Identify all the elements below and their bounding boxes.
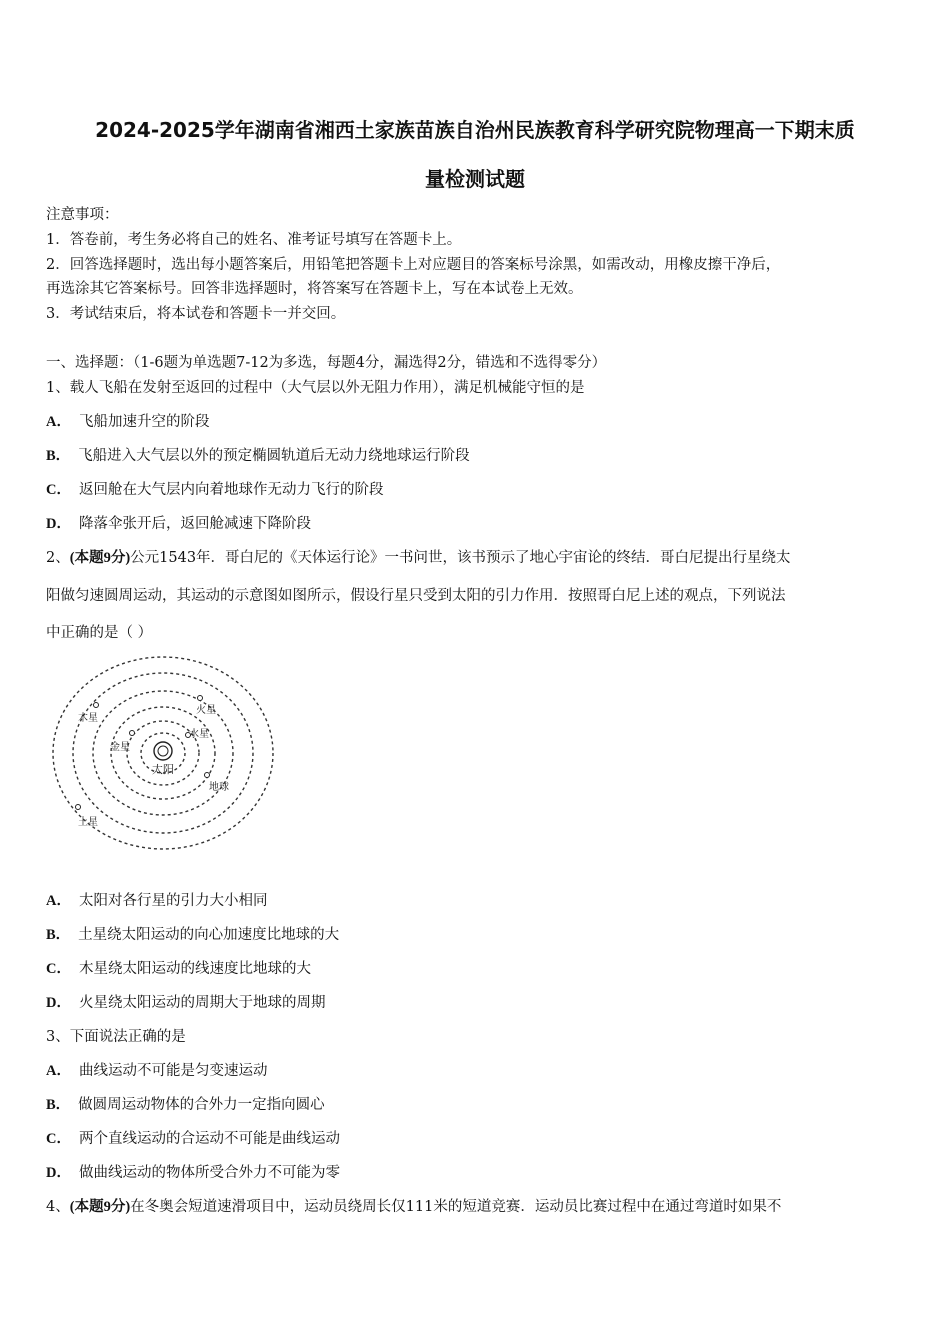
option-label: C． — [46, 482, 71, 498]
option-label: B． — [46, 927, 71, 943]
sun-core-icon — [158, 746, 168, 756]
option-text: 飞船进入大气层以外的预定椭圆轨道后无动力绕地球运行阶段 — [78, 448, 470, 464]
notice-heading: 注意事项： — [46, 207, 119, 223]
option-text: 飞船加速升空的阶段 — [78, 414, 210, 430]
question-3-option-d — [46, 1161, 340, 1182]
question-3-option-b — [46, 1093, 325, 1114]
option-text: 返回舱在大气层内向着地球作无动力飞行的阶段 — [78, 482, 384, 498]
label-sun: 太阳 — [152, 763, 174, 776]
notice-item: 2．回答选择题时，选出每小题答案后，用铅笔把答题卡上对应题目的答案标号涂黑，如需改动，用橡皮擦干净后， — [46, 257, 781, 273]
option-label: A． — [46, 1063, 71, 1079]
option-text: 太阳对各行星的引力大小相同 — [78, 893, 268, 909]
option-text: 做圆周运动物体的合外力一定指向圆心 — [78, 1097, 325, 1113]
question-3-option-c — [46, 1127, 340, 1148]
question-2-line2: 阳做匀速圆周运动，其运动的示意图如图所示，假设行星只受到太阳的引力作用．按照哥白尼上述的观点，下列说法 — [46, 588, 786, 604]
question-2-score: (本题9分) — [69, 550, 131, 566]
label-venus: 金星 — [110, 742, 130, 753]
question-4-text: 在冬奥会短道速滑项目中，运动员绕周长仅111米的短道竞赛．运动员比赛过程中在通过弯道时如果不 — [130, 1199, 782, 1215]
label-jupiter: 木星 — [78, 713, 98, 724]
question-1-option-c — [46, 478, 383, 499]
option-label: A． — [46, 414, 71, 430]
option-text: 曲线运动不可能是匀变速运动 — [78, 1063, 268, 1079]
exam-title-line1: 2024-2025学年湖南省湘西土家族苗族自治州民族教育科学研究院物理高一下期末质 — [95, 118, 855, 142]
question-4-line1 — [46, 1195, 908, 1216]
option-label: B． — [46, 1097, 71, 1113]
question-2-option-b — [46, 923, 339, 944]
question-2-line1 — [46, 546, 908, 567]
question-1-option-a — [46, 410, 209, 431]
label-mars: 火星 — [196, 705, 216, 716]
option-label: B． — [46, 448, 71, 464]
mars-icon — [198, 696, 203, 701]
question-1-stem: 1、载人飞船在发射至返回的过程中（大气层以外无阻力作用），满足机械能守恒的是 — [46, 380, 585, 396]
section-heading: 一、选择题：（1-6题为单选题7-12为多选，每题4分，漏选得2分，错选和不选得零分） — [46, 355, 607, 371]
question-4-score: (本题9分) — [69, 1199, 131, 1215]
question-2-option-d — [46, 991, 325, 1012]
option-text: 火星绕太阳运动的周期大于地球的周期 — [78, 995, 326, 1011]
exam-title-line2: 量检测试题 — [425, 167, 525, 191]
option-label: A． — [46, 893, 71, 909]
option-label: D． — [46, 995, 71, 1011]
question-4-prefix: 4、 — [46, 1199, 70, 1215]
option-label: C． — [46, 1131, 71, 1147]
question-2-line3: 中正确的是（ ） — [46, 625, 153, 641]
solar-system-diagram — [50, 655, 280, 855]
earth-icon — [205, 773, 210, 778]
venus-icon — [130, 731, 135, 736]
notice-item: 再选涂其它答案标号。回答非选择题时，将答案写在答题卡上，写在本试卷上无效。 — [46, 281, 583, 297]
question-2-option-c — [46, 957, 311, 978]
notice-item: 3．考试结束后，将本试卷和答题卡一并交回。 — [46, 306, 346, 322]
option-text: 土星绕太阳运动的向心加速度比地球的大 — [78, 927, 340, 943]
question-2-text: 公元1543年．哥白尼的《天体运行论》一书问世，该书预示了地心宇宙论的终结．哥白尼提出行星绕太 — [130, 550, 791, 566]
jupiter-icon — [94, 703, 99, 708]
option-text: 做曲线运动的物体所受合外力不可能为零 — [78, 1165, 340, 1181]
option-label: C． — [46, 961, 71, 977]
notice-item: 1．答卷前，考生务必将自己的姓名、准考证号填写在答题卡上。 — [46, 232, 462, 248]
option-label: D． — [46, 516, 71, 532]
label-saturn: 土星 — [78, 817, 98, 828]
question-1-option-d — [46, 512, 311, 533]
option-text: 木星绕太阳运动的线速度比地球的大 — [78, 961, 311, 977]
question-1-option-b — [46, 444, 470, 465]
option-text: 降落伞张开后，返回舱减速下降阶段 — [78, 516, 311, 532]
question-3-option-a — [46, 1059, 267, 1080]
label-mercury: 水星 — [189, 729, 209, 740]
saturn-icon — [76, 805, 81, 810]
question-2-option-a — [46, 889, 267, 910]
question-3-stem: 3、下面说法正确的是 — [46, 1029, 186, 1045]
label-earth: 地球 — [209, 782, 229, 793]
option-text: 两个直线运动的合运动不可能是曲线运动 — [78, 1131, 340, 1147]
option-label: D． — [46, 1165, 71, 1181]
question-2-prefix: 2、 — [46, 550, 70, 566]
